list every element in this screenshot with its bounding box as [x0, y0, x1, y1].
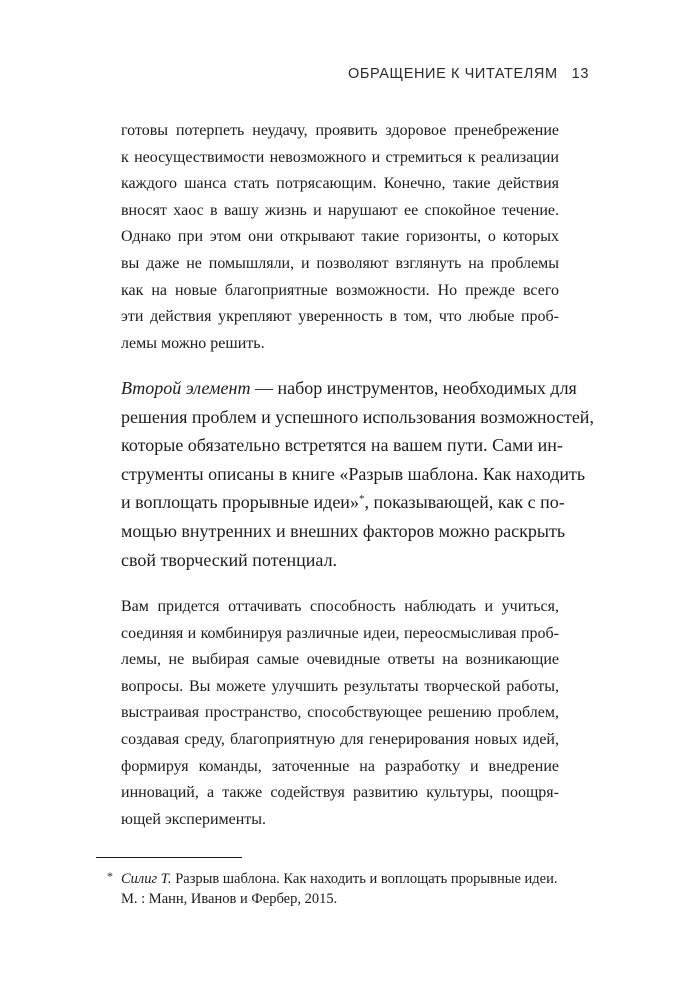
text-line: эти действия укрепляют уверенность в том, что любые проб-: [121, 308, 559, 326]
running-head: [348, 66, 589, 82]
footnote-reference[interactable]: *: [358, 493, 365, 506]
footnote-line: М. : Манн, Иванов и Фербер, 2015.: [121, 891, 338, 907]
text-line: вопросы. Вы можете улучшить результаты творческой работы,: [121, 677, 559, 695]
chapter-title: ОБРАЩЕНИЕ К ЧИТАТЕЛЯМ: [347, 66, 558, 82]
footnote-marker: *: [107, 869, 113, 883]
page-number: 13: [571, 66, 589, 82]
text-line: лемы, не выбирая самые очевидные ответы на возникающие: [121, 651, 559, 669]
text-line: [121, 488, 565, 517]
text-line: ющей эксперименты.: [121, 810, 267, 828]
text-line: формируя команды, заточенные на разработку и внедрение: [121, 757, 559, 775]
text-line: лемы можно решить.: [121, 334, 265, 352]
text-line: вносят хаос в вашу жизнь и нарушают ее спокойное течение.: [121, 201, 559, 219]
footnote-title: Разрыв шаблона. Как находить и воплощать прорывные идеи.: [171, 871, 558, 887]
text-line: свой творческий потенциал.: [121, 549, 338, 570]
text-line: готовы потерпеть неудачу, проявить здоровое пренебрежение: [121, 122, 559, 139]
text-line: мощью внутренних и внешних факторов можно раскрыть: [121, 520, 566, 541]
text-line: инноваций, а также содействуя развитию культуры, поощря-: [121, 784, 559, 802]
line-rest: , показывающей, как с по-: [364, 492, 565, 513]
text-line: Вам придется оттачивать способность наблюдать и учиться,: [121, 598, 559, 615]
footnote-divider: [96, 857, 242, 858]
text-line: которые обязательно встретятся на вашем пути. Сами ин-: [121, 435, 563, 456]
paragraph-3: [121, 594, 559, 833]
text-line: каждого шанса стать потрясающим. Конечно, такие действия: [121, 175, 559, 193]
text-line: к неосуществимости невозможного и стремиться к реализации: [121, 148, 559, 166]
text-line: создавая среду, благоприятную для генерирования новых идей,: [121, 730, 559, 748]
text-line: [121, 374, 577, 403]
text-line: струменты описаны в книге «Разрыв шаблона. Как находить: [121, 463, 586, 484]
text-line: соединяя и комбинируя различные идеи, переосмысливая проб-: [121, 624, 559, 642]
paragraph-2: [121, 374, 594, 574]
text-line: выстраивая пространство, способствующее решению проблем,: [121, 704, 559, 722]
text-line: вы даже не помышляли, и позволяют взглянуть на проблемы: [121, 254, 559, 272]
line-rest: — набор инструментов, необходимых для: [250, 378, 577, 398]
italic-lead: Второй элемент: [121, 378, 251, 398]
paragraph-1: [121, 118, 559, 357]
text-line: Однако при этом они открывают такие горизонты, о которых: [121, 228, 559, 246]
line-start: и воплощать прорывные идеи»: [121, 492, 359, 513]
footnote-author: Силиг Т.: [121, 871, 172, 887]
footnote-line: [121, 869, 591, 889]
text-line: решения проблем и успешного использования возможностей,: [121, 406, 594, 427]
text-line: как на новые благоприятные возможности. Но прежде всего: [121, 281, 559, 299]
footnote: [107, 869, 591, 909]
